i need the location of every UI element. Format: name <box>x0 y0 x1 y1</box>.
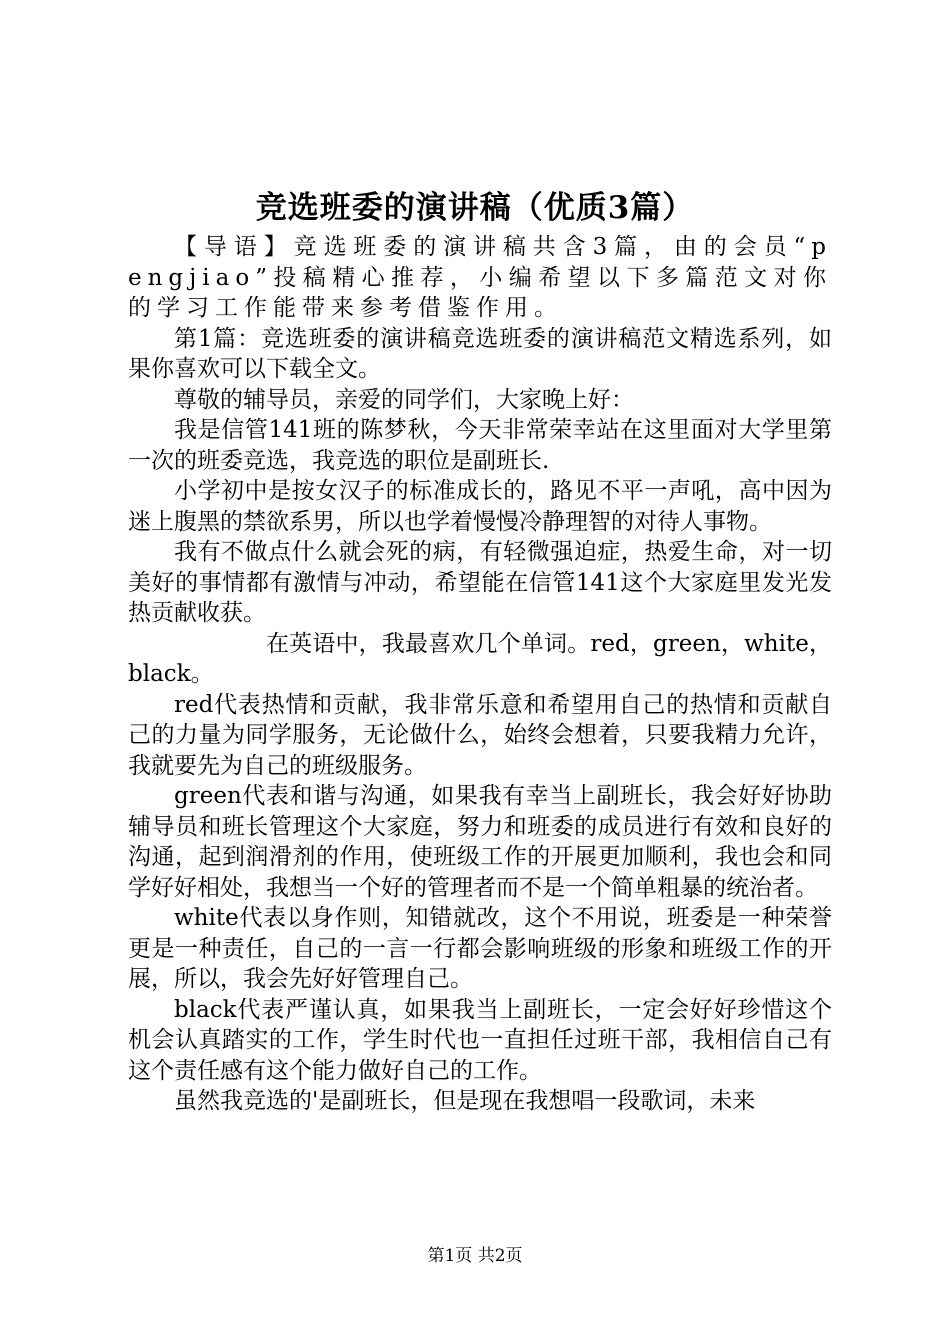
document-title: 竞选班委的演讲稿（优质3篇） <box>255 190 695 226</box>
paragraph-4: 小学初中是按女汉子的标准成长的，路见不平一声吼，高中因为迷上腹黑的禁欲系男，所以也学着慢慢冷静理智的对待人事物。 <box>128 478 832 535</box>
paragraph-red: red代表热情和贡献，我非常乐意和希望用自己的热情和贡献自己的力量为同学服务，无论做什么，始终会想着，只要我精力允许，我就要先为自己的班级服务。 <box>128 691 832 779</box>
paragraph-last: 虽然我竞选的'是副班长，但是现在我想唱一段歌词，未来 <box>174 1088 756 1114</box>
paragraph-intro: 【导语】竞选班委的演讲稿共含3篇，由的会员“pengjiao”投稿精心推荐，小编希望以下多篇范文对你的学习工作能带来参考借鉴作用。 <box>128 234 832 321</box>
paragraph-black: black代表严谨认真，如果我当上副班长，一定会好好珍惜这个机会认真踏实的工作，学生时代也一直担任过班干部，我相信自己有这个责任感有这个能力做好自己的工作。 <box>128 996 832 1084</box>
paragraph-1: 第1篇：竞选班委的演讲稿竞选班委的演讲稿范文精选系列，如果你喜欢可以下载全文。 <box>128 325 832 382</box>
page-footer: 第1页 共2页 <box>427 1246 523 1266</box>
paragraph-3: 我是信管141班的陈梦秋，今天非常荣幸站在这里面对大学里第一次的班委竞选，我竞选的职位是副班长. <box>128 417 832 474</box>
paragraph-green: green代表和谐与沟通，如果我有幸当上副班长，我会好好协助辅导员和班长管理这个大家庭，努力和班委的成员进行有效和良好的沟通，起到润滑剂的作用，使班级工作的开展更加顺利，我也会和同学好好相处，我想当一个好的管理者而不是一个简单粗暴的统治者。 <box>128 783 832 901</box>
document-body <box>128 232 832 1117</box>
paragraph-5: 我有不做点什么就会死的病，有轻微强迫症，热爱生命，对一切美好的事情都有激情与冲动，希望能在信管141这个大家庭里发光发热贡献收获。 <box>128 539 832 626</box>
paragraph-white: white代表以身作则，知错就改，这个不用说，班委是一种荣誉更是一种责任，自己的一言一行都会影响班级的形象和班级工作的开展，所以，我会先好好管理自己。 <box>128 905 832 992</box>
paragraph-english: 在英语中，我最喜欢几个单词。red，green，white，black。 <box>128 630 832 687</box>
paragraph-greeting: 尊敬的辅导员，亲爱的同学们，大家晚上好： <box>174 386 634 413</box>
